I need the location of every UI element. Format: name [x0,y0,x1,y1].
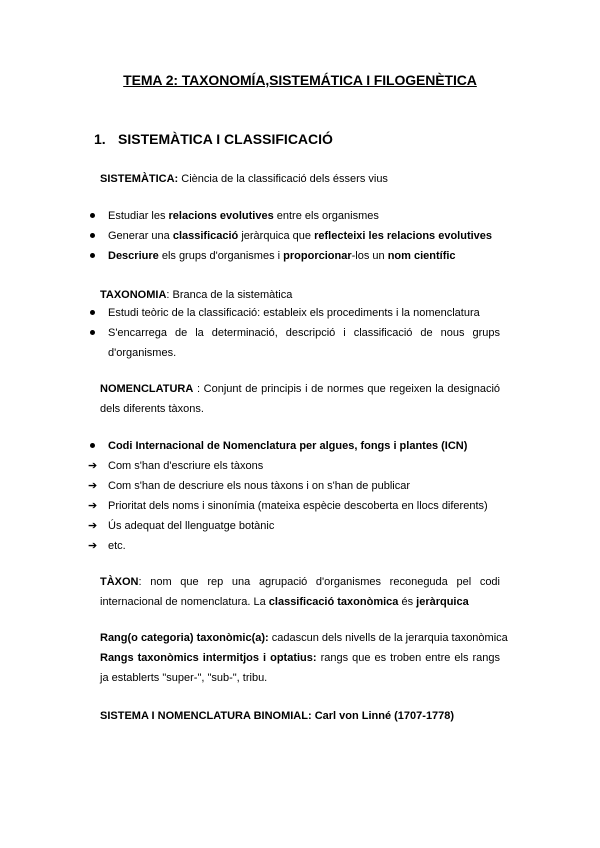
nomenclatura-definition [100,379,500,419]
term: NOMENCLATURA [100,383,194,395]
term: TÀXON [100,576,139,588]
list-item: etc. [108,540,126,552]
sistema-heading: SISTEMA I NOMENCLATURA BINOMIAL: Carl von Linné (1707-1778) [100,710,455,722]
rangs-definition [100,648,500,688]
section-number: 1. [94,131,106,147]
page-title: TEMA 2: TAXONOMÍA,SISTEMÁTICA I FILOGENÈTICA [123,72,477,88]
bullet-icon [90,253,95,258]
taxon-definition: TÀXON: nom que rep una agrupació d'organismes reconeguda pel codi internacional de nomenclatura. La classificació taxonòmica és jeràrquica [100,576,500,608]
definition: cadascun dels nivells de la jerarquia taxonòmica [268,632,508,644]
list-item: Com s'han de descriure els nous tàxons i on s'han de publicar [108,480,410,492]
bullet-icon [90,213,95,218]
definition: rangs que es troben entre els rangs ja establerts "super-", "sub-", tribu. [100,652,500,684]
definition: : Conjunt de principis i de normes que regeixen la designació dels diferents tàxons. [100,383,500,415]
list-item: S'encarrega de la determinació, descripció i classificació de nous grups d'organismes. [108,327,500,359]
taxonomia-definition [100,285,292,305]
list-item: Prioritat dels noms i sinonímia (mateixa espècie descoberta en llocs diferents) [108,500,488,512]
list-item: Generar una classificació jeràrquica que reflecteixi les relacions evolutives [108,230,493,242]
list-item: Com s'han d'escriure els tàxons [108,460,264,472]
list-item: Ús adequat del llenguatge botànic [108,520,275,532]
arrow-right-icon: ➔ [88,480,98,492]
term: SISTEMÀTICA: [100,173,179,185]
rang-definition [100,628,508,648]
bullet-icon [90,443,95,448]
arrow-right-icon: ➔ [88,500,98,512]
bullet-icon [90,310,95,315]
definition: : Branca de la sistemàtica [166,289,293,301]
arrow-right-icon: ➔ [88,460,98,472]
term: TAXONOMIA [100,289,167,301]
list-item: Descriure els grups d'organismes i proporcionar-los un nom científic [108,250,456,262]
definition: Ciència de la classificació dels éssers vius [178,173,388,185]
list-item: Estudi teòric de la classificació: estableix els procediments i la nomenclatura [108,307,480,319]
list-item: Codi Internacional de Nomenclatura per algues, fongs i plantes (ICN) [108,440,468,452]
section-title: SISTEMÀTICA I CLASSIFICACIÓ [118,131,333,147]
definition: : nom que rep una agrupació d'organismes reconeguda pel codi internacional de nomenclatura. La [100,576,500,608]
term: Rang(o categoria) taxonòmic(a): [100,632,269,644]
list-item: Estudiar les relacions evolutives entre els organismes [108,210,379,222]
bullet-icon [90,233,95,238]
term: Rangs taxonòmics intermitjos i optatius: [100,652,317,664]
sistematica-definition [100,169,388,189]
section-heading [94,131,333,147]
arrow-right-icon: ➔ [88,520,98,532]
arrow-right-icon: ➔ [88,540,98,552]
bullet-icon [90,330,95,335]
